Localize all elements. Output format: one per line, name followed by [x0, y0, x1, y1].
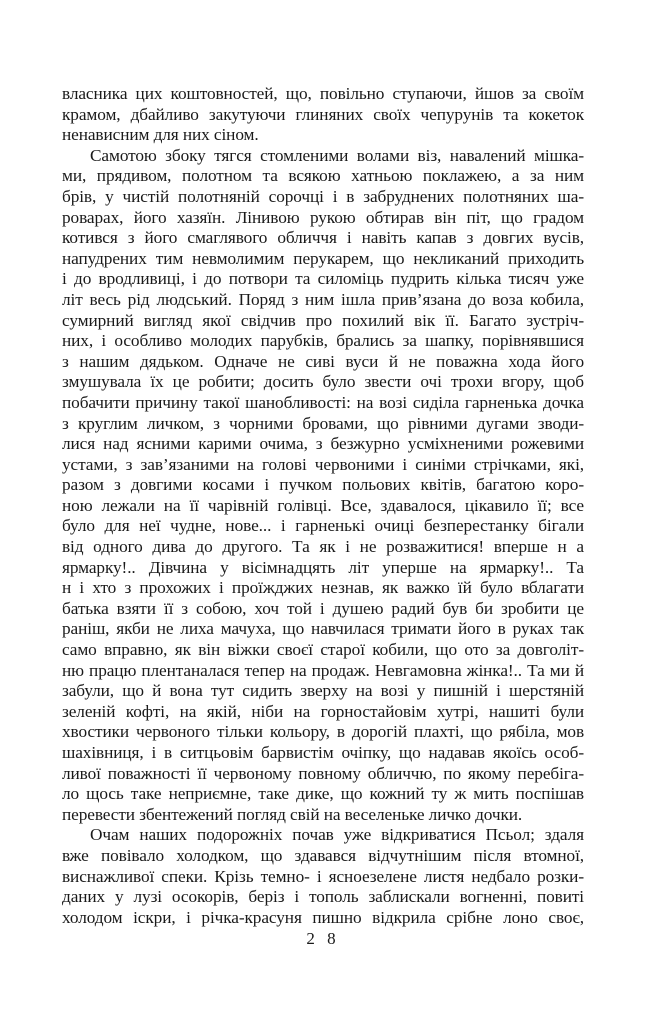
text-line: напудрених тим невмолимим перукарем, що некликаний приходить — [62, 248, 584, 268]
text-line: з нашим дядьком. Одначе не сиві вуси й не поважна хода його — [62, 351, 584, 371]
text-line: крамом, дбайливо закутуючи глиняних своїх чепурунів та кокеток — [62, 104, 584, 124]
text-line: даних у лузі осокорів, беріз і тополь заблискали вогненні, повиті — [62, 887, 584, 907]
text-line: Самотою збоку тягся стомленими волами віз, навалений мішка- — [90, 145, 584, 165]
text-line: само вправно, як він віжки своєї старої кобили, що ото за довголіт- — [62, 640, 584, 660]
paragraph — [62, 825, 584, 928]
text-line: ло щось таке неприємне, таке дике, що кожний ту ж мить поспішав — [62, 784, 584, 804]
text-line: літ весь рід людський. Поряд з ним ішла прив’язана до воза кобила, — [62, 289, 584, 309]
text-line: устами, з зав’язаними на голові червоними і синіми стрічками, які, — [62, 454, 584, 474]
text-line: ливої поважності її червоному повному обличчю, по якому перебіга- — [62, 763, 584, 783]
page-number: 2 8 — [306, 929, 340, 948]
text-line: побачити причину такої шанобливості: на возі сиділа гарненька дочка — [62, 392, 584, 412]
text-line: батька взяти її з собою, хоч той і душею радий був би зробити це — [62, 598, 584, 618]
text-line: н і хто з прохожих і проїжджих незнав, як важко їй було вблагати — [62, 578, 584, 598]
text-line: сумирний вигляд якої свідчив про похилий вік її. Багато зустріч- — [62, 310, 584, 330]
text-line: роварах, його хазяїн. Лінивою рукою обтирав він піт, що градом — [62, 207, 584, 227]
text-line: з круглим личком, з чорними бровами, що рівними дугами зводи- — [62, 413, 584, 433]
text-line: раніш, якби не лиха мачуха, що навчилася тримати його в руках так — [62, 619, 584, 639]
text-line: було для неї чудне, нове... і гарненькі очиці безперестанку бігали — [62, 516, 584, 536]
paragraph — [62, 84, 584, 146]
text-line: лися над ясними карими очима, з безжурно усміхненими рожевими — [62, 434, 584, 454]
text-line: разом з довгими косами і пучком польових квітів, багатою коро- — [62, 475, 584, 495]
text-line: забули, що й вона тут сидить зверху на возі у пишній і шерстяній — [62, 681, 584, 701]
text-line: Очам наших подорожніх почав уже відкриватися Псьол; здаля — [90, 825, 584, 845]
paragraph — [62, 146, 584, 826]
body-text — [62, 84, 584, 928]
text-line: ню працю плентаналася тепер на продаж. Невгамовна жінка!.. Та ми й — [62, 660, 584, 680]
text-line: власника цих коштовностей, що, повільно ступаючи, йшов за своїм — [62, 84, 584, 103]
text-line: котився з його смаглявого обличчя і навіть капав з довгих вусів, — [62, 228, 584, 248]
text-line: холодом іскри, і річка-красуня пишно відкрила срібне лоно своє, — [62, 907, 584, 927]
text-line: виснажливої спеки. Крізь темно- і ясноезелене листя недбало розки- — [62, 866, 584, 886]
text-line: ненависним для них сіном. — [62, 125, 259, 145]
text-line: брів, у чистій полотняній сорочці і в забруднених полотняних ша- — [62, 186, 584, 206]
text-line: зеленій кофті, на якій, ніби на горностайовім хутрі, нашиті були — [62, 701, 584, 721]
text-line: ною лежали на її чарівній голівці. Все, здавалося, цікавило її; все — [62, 495, 584, 515]
text-line: вже повівало холодком, що здавався відчутнішим після втомної, — [62, 845, 584, 865]
text-line: ярмарку!.. Дівчина у вісімнадцять літ уперше на ярмарку!.. Та — [62, 557, 584, 577]
text-line: змушувала їх це робити; досить було звести очі трохи вгору, щоб — [62, 372, 584, 392]
text-line: від одного дива до другого. Та як і не розважитися! вперше н а — [62, 537, 584, 557]
text-line: них, і особливо молодих парубків, брались за шапку, порівнявшися — [62, 331, 584, 351]
text-line: перевести збентежений погляд свій на веселеньке личко дочки. — [62, 804, 523, 824]
text-line: хвостики червоного тільки кольору, в дорогій плахті, що рябіла, мов — [62, 722, 584, 742]
text-line: ми, прядивом, полотном та всякою хатньою поклажею, а за ним — [62, 166, 584, 186]
text-line: шахівниця, і в ситцьовім барвистім очіпку, що надавав якоїсь особ- — [62, 743, 584, 762]
text-line: і до вродливиці, і до потвори та силоміць пудрить кілька тисяч уже — [62, 269, 584, 289]
